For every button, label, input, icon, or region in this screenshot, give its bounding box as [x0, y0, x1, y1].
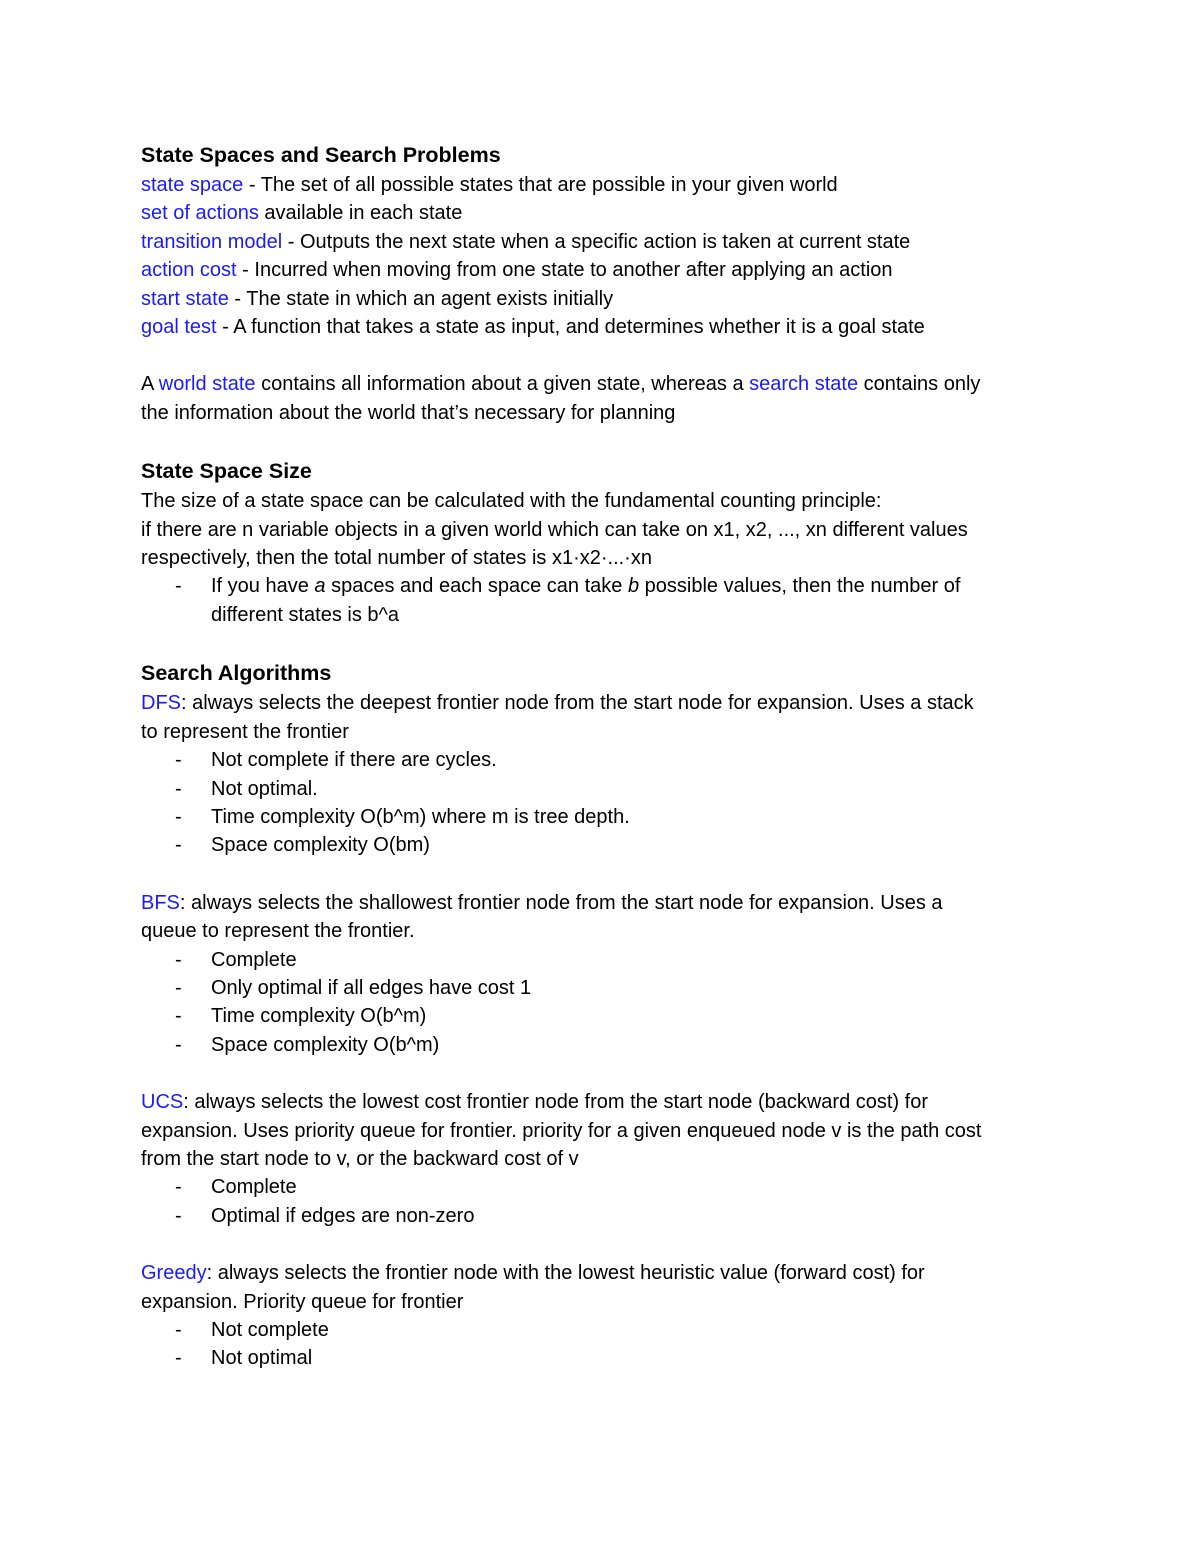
- list-item: [141, 946, 1061, 974]
- list-item: [141, 775, 1061, 803]
- list-item: [141, 1173, 1061, 1201]
- dash: -: [175, 948, 182, 971]
- list-item: [141, 1002, 1061, 1030]
- dash: -: [175, 834, 182, 857]
- dash: -: [175, 1347, 182, 1370]
- heading-search-algorithms: Search Algorithms: [141, 661, 332, 686]
- text: Time complexity O(b^m) where m is tree depth.: [211, 805, 630, 828]
- ucs-line-1: [141, 1088, 1061, 1116]
- def-text: - Outputs the next state when a specific action is taken at current state: [282, 230, 911, 253]
- text: Space complexity O(b^m): [211, 1033, 440, 1056]
- spacer: [141, 1059, 1061, 1088]
- list-item: [141, 1031, 1061, 1059]
- spacer: [141, 341, 1061, 370]
- term: goal test: [141, 316, 217, 339]
- heading-state-space-size: State Space Size: [141, 459, 312, 484]
- text: Not complete if there are cycles.: [211, 749, 497, 772]
- def-text: available in each state: [258, 202, 463, 225]
- def-text: - Incurred when moving from one state to another after applying an action: [236, 259, 893, 282]
- size-line-1: The size of a state space can be calculated with the fundamental counting principle:: [141, 490, 882, 513]
- list-item: [141, 1202, 1061, 1230]
- list-item: [141, 572, 1061, 629]
- text: Complete: [211, 1176, 297, 1199]
- def-action-cost: [141, 256, 1061, 284]
- list-item: [141, 1316, 1061, 1344]
- term-world-state: world state: [158, 373, 256, 396]
- dash: -: [175, 805, 182, 828]
- list-item: [141, 831, 1061, 859]
- text: If you have: [211, 575, 315, 598]
- world-state-paragraph: [141, 370, 1061, 398]
- term: state space: [141, 174, 244, 196]
- text: : always selects the shallowest frontier node from the start node for expansion. Uses a: [179, 891, 943, 914]
- text: different states is b^a: [211, 603, 400, 626]
- term-dfs: DFS: [141, 692, 181, 715]
- size-line-2: if there are n variable objects in a given world which can take on x1, x2, ..., xn different values: [141, 518, 968, 541]
- term-greedy: Greedy: [141, 1262, 207, 1285]
- greedy-line-2: expansion. Priority queue for frontier: [141, 1290, 464, 1313]
- dfs-line-1: [141, 689, 1061, 717]
- text: Optimal if edges are non-zero: [211, 1204, 475, 1227]
- size-bullets: [141, 572, 1061, 629]
- def-text: - A function that takes a state as input, and determines whether it is a goal state: [216, 316, 925, 339]
- dash: -: [175, 777, 182, 800]
- text: Space complexity O(bm): [211, 834, 430, 857]
- ucs-bullets: [141, 1173, 1061, 1230]
- text: Only optimal if all edges have cost 1: [211, 976, 532, 999]
- list-item: [141, 803, 1061, 831]
- ucs-line-2: expansion. Uses priority queue for frontier. priority for a given enqueued node v is the path cost: [141, 1119, 982, 1142]
- dash: -: [175, 1204, 182, 1227]
- document-content: [141, 140, 1061, 1373]
- greedy-line-1: [141, 1259, 1061, 1287]
- list-item: [141, 1344, 1061, 1372]
- term: transition model: [141, 230, 283, 253]
- text: : always selects the frontier node with the lowest heuristic value (forward cost) for: [206, 1262, 925, 1285]
- ucs-line-3: from the start node to v, or the backward cost of v: [141, 1147, 579, 1170]
- list-item: [141, 974, 1061, 1002]
- term: set of actions: [141, 202, 259, 225]
- spacer: [141, 1230, 1061, 1259]
- text: : always selects the deepest frontier node from the start node for expansion. Uses a stack: [181, 692, 974, 715]
- greedy-bullets: [141, 1316, 1061, 1373]
- var-b: b: [627, 575, 640, 598]
- text: contains only: [858, 373, 981, 396]
- term-ucs: UCS: [141, 1091, 184, 1114]
- heading-state-spaces: State Spaces and Search Problems: [141, 143, 501, 167]
- dash: -: [175, 1005, 182, 1028]
- text: Complete: [211, 948, 297, 971]
- def-text: - The set of all possible states that are possible in your given world: [243, 174, 838, 196]
- dash: -: [175, 976, 182, 999]
- bfs-line-2: queue to represent the frontier.: [141, 920, 415, 943]
- text: possible values, then the number of: [639, 575, 961, 598]
- size-line-3: respectively, then the total number of states is x1·x2·...·xn: [141, 547, 652, 570]
- spacer: [141, 427, 1061, 456]
- text: A: [141, 373, 159, 396]
- dfs-bullets: [141, 746, 1061, 860]
- text: Not optimal.: [211, 777, 318, 800]
- text: contains all information about a given state, whereas a: [255, 373, 750, 396]
- def-transition-model: [141, 228, 1061, 256]
- text: Not optimal: [211, 1347, 313, 1370]
- spacer: [141, 860, 1061, 889]
- def-set-of-actions: [141, 199, 1061, 227]
- list-item: [141, 746, 1061, 774]
- text: spaces and each space can take: [325, 575, 628, 598]
- def-text: - The state in which an agent exists initially: [228, 287, 614, 310]
- dash: -: [175, 575, 182, 598]
- def-state-space: [141, 171, 1061, 199]
- term: start state: [141, 287, 229, 310]
- dash: -: [175, 1176, 182, 1199]
- bfs-bullets: [141, 946, 1061, 1060]
- world-state-paragraph-line2: the information about the world that’s necessary for planning: [141, 401, 676, 424]
- text: : always selects the lowest cost frontier node from the start node (backward cost) for: [183, 1091, 928, 1114]
- dash: -: [175, 1319, 182, 1341]
- dfs-line-2: to represent the frontier: [141, 720, 349, 743]
- term-bfs: BFS: [141, 891, 180, 914]
- spacer: [141, 629, 1061, 658]
- def-start-state: [141, 285, 1061, 313]
- text: Not complete: [211, 1319, 329, 1341]
- dash: -: [175, 1033, 182, 1056]
- dash: -: [175, 749, 182, 772]
- def-goal-test: [141, 313, 1061, 341]
- text: Time complexity O(b^m): [211, 1005, 427, 1028]
- term: action cost: [141, 259, 237, 282]
- var-a: a: [314, 575, 326, 598]
- bfs-line-1: [141, 889, 1061, 917]
- term-search-state: search state: [749, 373, 859, 396]
